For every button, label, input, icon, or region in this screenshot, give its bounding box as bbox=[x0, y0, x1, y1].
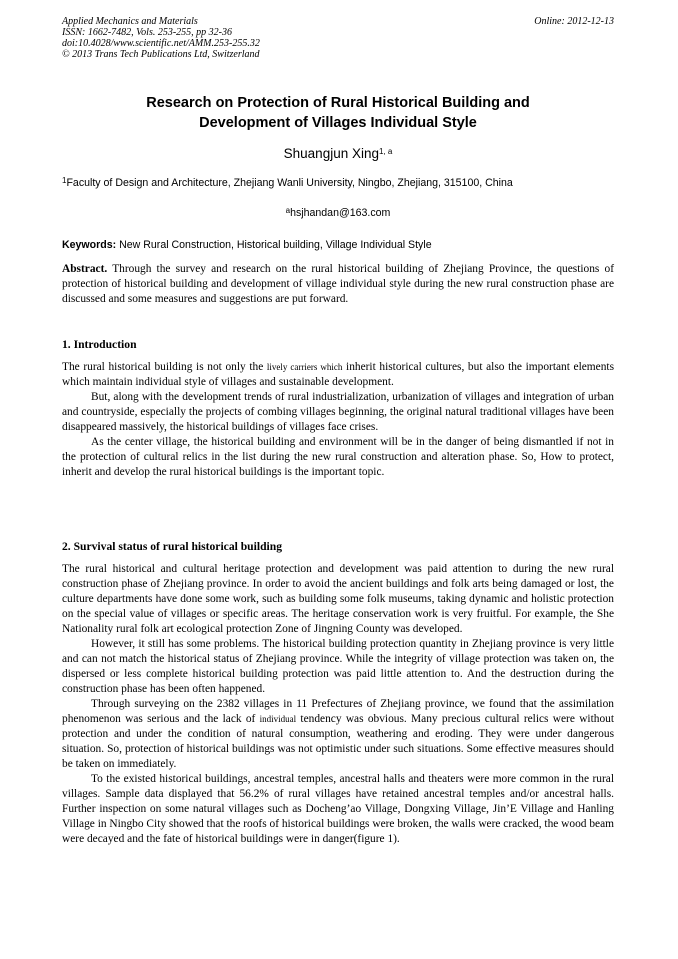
email-superscript: a bbox=[285, 206, 291, 215]
online-date: Online: 2012-12-13 bbox=[534, 16, 614, 27]
paragraph: To the existed historical buildings, ancestral temples, ancestral halls and theaters were more common in the rural villages. Sample data displayed that 56.2% of rural villages have retained ancestral temples and/or ancestral halls. Further inspection on some natural villages such as Docheng’ao Village, Dongxing Village, Jin’E Village and Hanling Village in Ningbo City showed that the roofs of historical buildings were broken, the walls were cracked, the wood beam were decayed and the fate of historical buildings were in danger(figure 1). bbox=[62, 773, 614, 845]
author-name: Shuangjun Xing bbox=[283, 146, 379, 161]
paragraph-small-text: individual bbox=[259, 714, 297, 724]
section-heading-survival-status: 2. Survival status of rural historical building bbox=[62, 540, 282, 553]
section-survival-status-body bbox=[62, 562, 614, 847]
title-line-1: Research on Protection of Rural Historical Building and bbox=[146, 95, 530, 111]
keywords bbox=[62, 238, 614, 252]
paragraph-text: tendency was obvious. Many precious cultural relics were without protection and under the condition of natural consumption, weathering and eroding. They were under dangerous situation. So, protection of historical buildings was not optimistic under such situations. Some effective measures should be taken on immediately. bbox=[62, 713, 614, 770]
abstract-label: Abstract. bbox=[62, 263, 108, 275]
journal-name: Applied Mechanics and Materials bbox=[62, 16, 198, 27]
email-address[interactable]: hsjhandan@163.com bbox=[290, 207, 391, 219]
paragraph: But, along with the development trends of rural industrialization, urbanization of villages and integration of urban and countryside, especially the projects of combing villages beginning, the original natural traditional villages have been disappeared massively, the historical buildings of villages face crises. bbox=[62, 391, 614, 433]
section-introduction-body bbox=[62, 360, 614, 480]
paragraph: However, it still has some problems. The historical building protection quantity in Zhejiang province is very little and can not match the historical status of Zhejiang province. While the integrity of village protection was taken on, the dispersed or less complete historical building protection was paid little attention to. And the destruction during the construction phase has been often happened. bbox=[62, 638, 614, 695]
abstract bbox=[62, 262, 614, 307]
paragraph-text: inherit historical cultures, but also the important elements which maintain individual style of villages and sustainable development. bbox=[62, 361, 615, 388]
keywords-label: Keywords: bbox=[62, 239, 117, 251]
paragraph-text: The rural historical building is not only the bbox=[62, 361, 267, 373]
author-superscript: 1, a bbox=[379, 147, 393, 156]
email bbox=[62, 206, 614, 220]
abstract-paragraph bbox=[62, 262, 614, 307]
paper-title bbox=[62, 93, 614, 133]
keywords-text: New Rural Construction, Historical building, Village Individual Style bbox=[119, 239, 432, 251]
paragraph bbox=[62, 360, 614, 390]
paragraph: The rural historical and cultural heritage protection and development was paid attention to during the new rural construction phase of Zhejiang province. In order to avoid the ancient buildings and folk arts being damaged or lost, the culture departments have done some work, such as building some folk museums, taking dynamic and holistic protection on the special value of villages or specific areas. The heritage conservation work is very fruitful. For example, the She Nationality rural folk art ecological protection Zone of Jingning County was developed. bbox=[62, 563, 614, 635]
paragraph-text: Through surveying on the 2382 villages in 11 Prefectures of Zhejiang province, we found that the assimilation phenomenon was serious and the lack of bbox=[62, 698, 614, 725]
issn-line: ISSN: 1662-7482, Vols. 253-255, pp 32-36 bbox=[62, 27, 232, 38]
abstract-text: Through the survey and research on the rural historical building of Zhejiang Province, the questions of protection of historical building and development of village individual style during the new rural construction phase are discussed and some measures and suggestions are put forward. bbox=[62, 263, 614, 305]
affiliation-text: Faculty of Design and Architecture, Zhejiang Wanli University, Ningbo, Zhejiang, 315100, China bbox=[66, 177, 513, 189]
affiliation bbox=[62, 176, 614, 190]
journal-header bbox=[62, 16, 614, 60]
doi-line: doi:10.4028/www.scientific.net/AMM.253-255.32 bbox=[62, 38, 260, 49]
section-heading-introduction: 1. Introduction bbox=[62, 338, 137, 351]
title-line-2: Development of Villages Individual Style bbox=[199, 115, 477, 131]
copyright-line: © 2013 Trans Tech Publications Ltd, Switzerland bbox=[62, 49, 260, 60]
paragraph bbox=[62, 697, 614, 772]
affiliation-superscript: 1 bbox=[62, 176, 67, 185]
author bbox=[62, 145, 614, 163]
paragraph: As the center village, the historical building and environment will be in the danger of being dismantled if not in the protection of cultural relics in the list during the new rural construction and alteration phase. So, How to protect, inherit and develop the rural historical buildings is the important topic. bbox=[62, 436, 614, 478]
paragraph-small-text: lively carriers which bbox=[266, 362, 343, 372]
